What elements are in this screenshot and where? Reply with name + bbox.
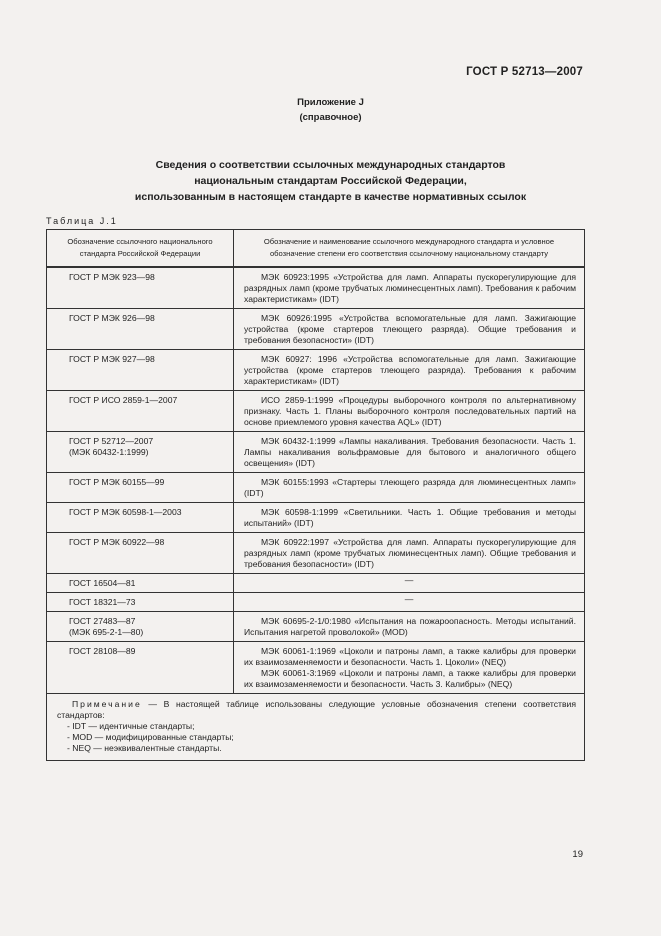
international-standard-cell bbox=[234, 612, 585, 642]
national-standard-cell bbox=[47, 432, 234, 473]
table-row bbox=[47, 642, 585, 694]
title-line: использованным в настоящем стандарте в качестве нормативных ссылок bbox=[134, 191, 527, 203]
national-standard-designation: ГОСТ Р ИСО 2859-1—2007 bbox=[69, 395, 178, 405]
note-text: — В настоящей таблице использованы следующие условные обозначения степени соответствия стандартов: bbox=[57, 699, 576, 720]
national-standard-cell bbox=[47, 574, 234, 593]
international-standard-entry: МЭК 60922:1997 «Устройства для ламп. Аппараты пускорегулирующие для разрядных ламп (кроме трубчатых люминесцентных ламп). Общие требования и требования безопасности» (IDT) bbox=[244, 537, 576, 569]
appendix-label: Приложение J bbox=[297, 97, 364, 108]
national-standard-cell bbox=[47, 309, 234, 350]
section-title bbox=[0, 157, 661, 205]
international-standard-cell bbox=[234, 503, 585, 533]
page-number: 19 bbox=[572, 849, 583, 860]
international-standard-cell bbox=[234, 309, 585, 350]
international-standard-cell bbox=[234, 593, 585, 612]
national-standard-designation: (МЭК 695-2-1—80) bbox=[69, 627, 144, 637]
international-standard-entry: МЭК 60695-2-1/0:1980 «Испытания на пожароопасность. Методы испытаний. Испытания нагретой проволокой» (MOD) bbox=[244, 616, 576, 637]
column-header-national: Обозначение ссылочного национального стандарта Российской Федерации bbox=[47, 230, 234, 268]
table-row bbox=[47, 593, 585, 612]
national-standard-cell bbox=[47, 533, 234, 574]
appendix-heading bbox=[0, 95, 661, 125]
international-standard-entry: МЭК 60926:1995 «Устройства вспомогательные для ламп. Зажигающие устройства (кроме стартеров тлеющего разряда). Общие требования и требования безопасности» (IDT) bbox=[244, 313, 576, 345]
international-standard-cell bbox=[234, 267, 585, 309]
national-standard-cell bbox=[47, 593, 234, 612]
national-standard-designation: ГОСТ Р МЭК 60598-1—2003 bbox=[69, 507, 182, 517]
national-standard-designation: ГОСТ Р МЭК 927—98 bbox=[69, 354, 155, 364]
national-standard-cell bbox=[47, 267, 234, 309]
title-line: Сведения о соответствии ссылочных международных стандартов bbox=[155, 159, 506, 171]
international-standard-entry: МЭК 60432-1:1999 «Лампы накаливания. Требования безопасности. Часть 1. Лампы накаливания вольфрамовые для бытового и аналогичного общего освещения» (IDT) bbox=[244, 436, 576, 468]
note-item: - NEQ — неэквивалентные стандарты. bbox=[67, 743, 222, 753]
international-standard-entry: МЭК 60061-1:1969 «Цоколи и патроны ламп, а также калибры для проверки их взаимозаменяемости и безопасности. Часть 1. Цоколи» (NEQ) bbox=[244, 646, 576, 667]
title-line: национальным стандартам Российской Федерации, bbox=[194, 175, 467, 187]
national-standard-cell bbox=[47, 642, 234, 694]
international-standard-entry: МЭК 60923:1995 «Устройства для ламп. Аппараты пускорегулирующие для разрядных ламп (кроме трубчатых люминесцентных ламп). Требования к рабочим характеристикам» (IDT) bbox=[244, 272, 576, 304]
table-note bbox=[47, 694, 585, 761]
national-standard-designation: ГОСТ 16504—81 bbox=[69, 578, 136, 588]
document-standard-id: ГОСТ Р 52713—2007 bbox=[466, 66, 583, 78]
national-standard-designation: ГОСТ 28108—89 bbox=[69, 646, 136, 656]
international-standard-cell bbox=[234, 432, 585, 473]
national-standard-designation: ГОСТ Р 52712—2007 bbox=[69, 436, 154, 446]
national-standard-designation: ГОСТ Р МЭК 923—98 bbox=[69, 272, 155, 282]
appendix-type: (справочное) bbox=[299, 112, 362, 123]
international-standard-cell bbox=[234, 574, 585, 593]
international-standard-cell bbox=[234, 642, 585, 694]
international-standard-entry: — bbox=[404, 594, 414, 604]
international-standard-entry: ИСО 2859-1:1999 «Процедуры выборочного контроля по альтернативному признаку. Часть 1. Планы выборочного контроля последовательных партий на основе приемлемого уровня качества AQL» (IDT) bbox=[244, 395, 576, 427]
international-standard-entry: МЭК 60598-1:1999 «Светильники. Часть 1. Общие требования и методы испытаний» (IDT) bbox=[244, 507, 576, 528]
national-standard-designation: ГОСТ Р МЭК 60922—98 bbox=[69, 537, 165, 547]
table-row bbox=[47, 350, 585, 391]
national-standard-designation: ГОСТ 18321—73 bbox=[69, 597, 136, 607]
table-row bbox=[47, 267, 585, 309]
international-standard-cell bbox=[234, 533, 585, 574]
table-header-row bbox=[47, 230, 585, 268]
table-caption: Таблица J.1 bbox=[46, 216, 118, 226]
national-standard-designation: ГОСТ Р МЭК 926—98 bbox=[69, 313, 155, 323]
international-standard-entry: МЭК 60061-3:1969 «Цоколи и патроны ламп, а также калибры для проверки их взаимозаменяемости и безопасности. Часть 3. Калибры» (NEQ) bbox=[244, 668, 576, 689]
standards-correspondence-table bbox=[46, 229, 585, 761]
international-standard-cell bbox=[234, 350, 585, 391]
national-standard-designation: ГОСТ 27483—87 bbox=[69, 616, 136, 626]
international-standard-entry: МЭК 60155:1993 «Стартеры тлеющего разряда для люминесцентных ламп» (IDT) bbox=[244, 477, 576, 498]
national-standard-cell bbox=[47, 350, 234, 391]
table-row bbox=[47, 391, 585, 432]
table-row bbox=[47, 612, 585, 642]
national-standard-cell bbox=[47, 473, 234, 503]
note-label: Примечание bbox=[72, 699, 142, 709]
national-standard-cell bbox=[47, 391, 234, 432]
international-standard-entry: МЭК 60927: 1996 «Устройства вспомогательные для ламп. Зажигающие устройства (кроме стартеров тлеющего разряда). Требования к рабочим характеристикам» (IDT) bbox=[244, 354, 576, 386]
national-standard-designation: (МЭК 60432-1:1999) bbox=[69, 447, 149, 457]
international-standard-cell bbox=[234, 473, 585, 503]
international-standard-entry: — bbox=[404, 575, 414, 585]
table-note-row bbox=[47, 694, 585, 761]
national-standard-designation: ГОСТ Р МЭК 60155—99 bbox=[69, 477, 165, 487]
note-item: - MOD — модифицированные стандарты; bbox=[67, 732, 234, 742]
table-row bbox=[47, 533, 585, 574]
table-row bbox=[47, 503, 585, 533]
table-row bbox=[47, 473, 585, 503]
international-standard-cell bbox=[234, 391, 585, 432]
table-row bbox=[47, 309, 585, 350]
table-row bbox=[47, 574, 585, 593]
national-standard-cell bbox=[47, 503, 234, 533]
national-standard-cell bbox=[47, 612, 234, 642]
column-header-international: Обозначение и наименование ссылочного международного стандарта и условное обозначение степени его соответствия ссылочному национальному стандарту bbox=[234, 230, 585, 268]
table-row bbox=[47, 432, 585, 473]
table-body bbox=[47, 267, 585, 694]
note-item: - IDT — идентичные стандарты; bbox=[67, 721, 195, 731]
